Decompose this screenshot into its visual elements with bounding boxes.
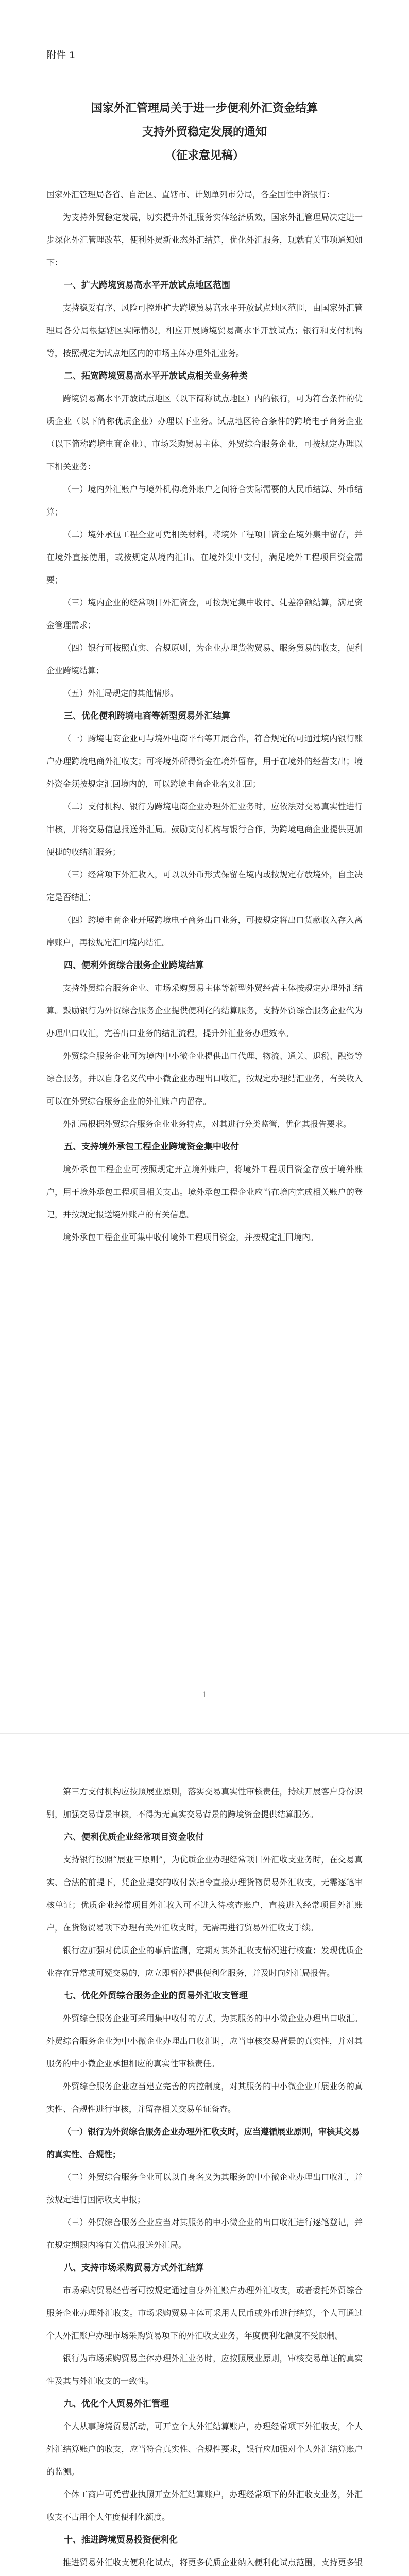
salutation: 国家外汇管理局各省、自治区、直辖市、计划单列市分局，各全国性中资银行： bbox=[46, 190, 335, 199]
section-heading: 二、拓宽跨境贸易高水平开放试点相关业务种类 bbox=[64, 371, 248, 381]
section-heading: 三、优化便利跨境电商等新型贸易外汇结算 bbox=[64, 711, 230, 721]
section-heading: 六、便利优质企业经常项目资金收付 bbox=[64, 1832, 204, 1842]
paragraph: 境外承包工程企业可集中收付境外工程项目资金，并按规定汇回境内。 bbox=[63, 1232, 319, 1242]
document-page-2 bbox=[0, 1734, 409, 2576]
document-title bbox=[46, 97, 363, 168]
paragraph: 境外承包工程企业可按照规定开立境外账户，将境外工程项目资金存放于境外账户，用于境外承包工程项目相关支出。境外承包工程企业应当在境内完成相关账户的登记，并按规定报送境外账户的有关信息。 bbox=[46, 1164, 363, 1219]
section-heading: 四、便利外贸综合服务企业跨境结算 bbox=[64, 960, 204, 971]
body-text bbox=[46, 206, 363, 1249]
section-heading: 七、优化外贸综合服务企业的贸易外汇收支管理 bbox=[64, 1991, 248, 2001]
paragraph: （四）银行可按照真实、合规原则，为企业办理货物贸易、服务贸易的收支，便利企业跨境结算； bbox=[46, 643, 363, 675]
paragraph: （一）跨境电商企业可与境外电商平台等开展合作，符合规定的可通过境内银行账户办理跨境电商外汇收支；可将境外所得资金在境外留存，用于在境外的经营支出；境外资金须按规定汇回境内的，可以跨境电商企业名义汇回； bbox=[46, 734, 363, 789]
paragraph: 银行应加强对优质企业的事后监测，定期对其外汇收支情况进行核查；发现优质企业存在异常或可疑交易的，应立即暂停提供便利化服务，并及时向外汇局报告。 bbox=[46, 1945, 363, 1978]
subsection-heading: （一）银行为外贸综合服务企业办理外汇收支时，应当遵循展业原则，审核其交易的真实性、合规性； bbox=[46, 2127, 360, 2159]
paragraph: 外贸综合服务企业可采用集中收付的方式，为其服务的中小微企业办理出口收汇。外贸综合服务企业为中小微企业办理出口收汇时，应当审核交易背景的真实性，并对其服务的中小微企业承担相应的真实性审核责任。 bbox=[46, 2013, 363, 2069]
body-text bbox=[46, 1781, 363, 2576]
page-2-content bbox=[46, 1781, 363, 2576]
paragraph: 第三方支付机构应按照展业原则，落实交易真实性审核责任，持续开展客户身份识别，加强交易背景审核，不得为无真实交易背景的跨境资金提供结算服务。 bbox=[46, 1787, 363, 1819]
paragraph: 支持银行按照“展业三原则”，为优质企业办理经常项目外汇收支业务时，在交易真实、合法的前提下，凭企业提交的收付款指令直接办理货物贸易外汇收支，无需逐笔审核单证；优质企业经常项目外汇收入可不进入待核查账户，直接进入经常项目外汇账户，在货物贸易项下办理有关外汇收支时，无需再进行贸易外汇收支手续。 bbox=[46, 1855, 363, 1933]
section-heading: 九、优化个人贸易外汇管理 bbox=[64, 2399, 169, 2409]
title-line: 支持外贸稳定发展的通知 bbox=[142, 126, 267, 139]
paragraph: 个人从事跨境贸易活动，可开立个人外汇结算账户，办理经常项下外汇收支，个人外汇结算账户的收支，应当符合真实性、合规性要求，银行应加强对个人外汇结算账户的监测。 bbox=[46, 2421, 363, 2477]
paragraph: 外贸综合服务企业应当建立完善的内控制度，对其服务的中小微企业开展业务的真实性、合规性进行审核，并留存相关交易单证备查。 bbox=[46, 2081, 363, 2114]
paragraph: 支持外贸综合服务企业、市场采购贸易主体等新型外贸经营主体按规定办理外汇结算。鼓励银行为外贸综合服务企业提供便利化的结算服务，支持外贸综合服务企业代为办理出口收汇，完善出口业务的结汇流程，提升外汇业务办理效率。 bbox=[46, 983, 363, 1038]
section-heading: 八、支持市场采购贸易方式外汇结算 bbox=[64, 2263, 204, 2273]
paragraph: （三）经常项下外汇收入，可以以外币形式保留在境内或按规定存放境外，自主决定是否结汇； bbox=[46, 870, 363, 902]
section-heading: 一、扩大跨境贸易高水平开放试点地区范围 bbox=[64, 280, 230, 291]
paragraph: 个体工商户可凭营业执照开立外汇结算账户，办理经常项下的外汇收支业务，外汇收支不占用个人年度便利化额度。 bbox=[46, 2489, 363, 2522]
paragraph: （五）外汇局规定的其他情形。 bbox=[63, 688, 179, 698]
paragraph: 跨境贸易高水平开放试点地区（以下简称试点地区）内的银行，可为符合条件的优质企业（以下简称优质企业）办理以下业务。试点地区符合条件的跨境电子商务企业（以下简称跨境电商企业）、市场采购贸易主体、外贸综合服务企业，可按规定办理以下相关业务： bbox=[46, 394, 363, 471]
paragraph: （四）跨境电商企业开展跨境电子商务出口业务，可按规定将出口货款收入存入离岸账户，再按规定汇回境内结汇。 bbox=[46, 915, 363, 947]
paragraph: 推进贸易外汇收支便利化试点，将更多优质企业纳入便利化试点范围，支持更多银 bbox=[63, 2557, 363, 2567]
title-line-draft: （征求意见稿） bbox=[164, 149, 244, 162]
paragraph: 市场采购贸易经营者可按规定通过自身外汇账户办理外汇收支，或者委托外贸综合服务企业办理外汇收支。市场采购贸易主体可采用人民币或外币进行结算，个人可通过个人外汇账户办理市场采购贸易项下的外汇收支业务，年度便利化额度不受限制。 bbox=[46, 2285, 363, 2341]
paragraph: （三）境内企业的经常项目外汇资金，可按规定集中收付、轧差净额结算，满足资金管理需求； bbox=[46, 598, 363, 630]
paragraph: （三）外贸综合服务企业应当对其服务的中小微企业的出口收汇进行逐笔登记，并在规定期限内将有关信息报送外汇局。 bbox=[46, 2217, 363, 2250]
paragraph: （二）支付机构、银行为跨境电商企业办理外汇业务时，应依法对交易真实性进行审核，并将交易信息报送外汇局。鼓励支付机构与银行合作，为跨境电商企业提供更加便捷的收结汇服务； bbox=[46, 802, 363, 857]
page-1-content bbox=[46, 45, 363, 1249]
paragraph: 外贸综合服务企业可为境内中小微企业提供出口代理、物流、通关、退税、融资等综合服务，并以自身名义代中小微企业办理出口收汇，按规定办理结汇业务，有关收入可以在外贸综合服务企业的外汇账户内留存。 bbox=[46, 1051, 363, 1106]
section-heading: 五、支持境外承包工程企业跨境资金集中收付 bbox=[64, 1142, 239, 1152]
paragraph: 银行为市场采购贸易主体办理外汇业务时，应按照展业原则，审核交易单证的真实性及其与外汇收支的一致性。 bbox=[46, 2353, 363, 2386]
paragraph: 外汇局根据外贸综合服务企业业务特点，对其进行分类监管，优化其报告要求。 bbox=[63, 1119, 352, 1129]
paragraph: （一）境内外汇账户与境外机构境外账户之间符合实际需要的人民币结算、外币结算； bbox=[46, 484, 363, 517]
paragraph: 为支持外贸稳定发展，切实提升外汇服务实体经济质效，国家外汇管理局决定进一步深化外汇管理改革，便利外贸新业态外汇结算，优化外汇服务，现就有关事项通知如下： bbox=[46, 212, 363, 267]
paragraph: （二）外贸综合服务企业可以以自身名义为其服务的中小微企业办理出口收汇，并按规定进行国际收支申报； bbox=[46, 2172, 363, 2205]
paragraph: （二）境外承包工程企业可凭相关材料，将境外工程项目资金在境外集中留存，并在境外直接使用，或按规定从境内汇出、在境外集中支付，满足境外工程项目资金需要； bbox=[46, 530, 363, 585]
page-number: 1 bbox=[202, 1691, 207, 1699]
attachment-label: 附件 1 bbox=[46, 49, 76, 61]
section-heading: 十、推进跨境贸易投资便利化 bbox=[64, 2535, 178, 2545]
title-line: 国家外汇管理局关于进一步便利外汇资金结算 bbox=[91, 102, 318, 115]
paragraph: 支持稳妥有序、风险可控地扩大跨境贸易高水平开放试点地区范围，由国家外汇管理局各分局根据辖区实际情况，相应开展跨境贸易高水平开放试点；银行和支付机构等，按照规定为试点地区内的市场主体办理外汇业务。 bbox=[46, 303, 363, 358]
